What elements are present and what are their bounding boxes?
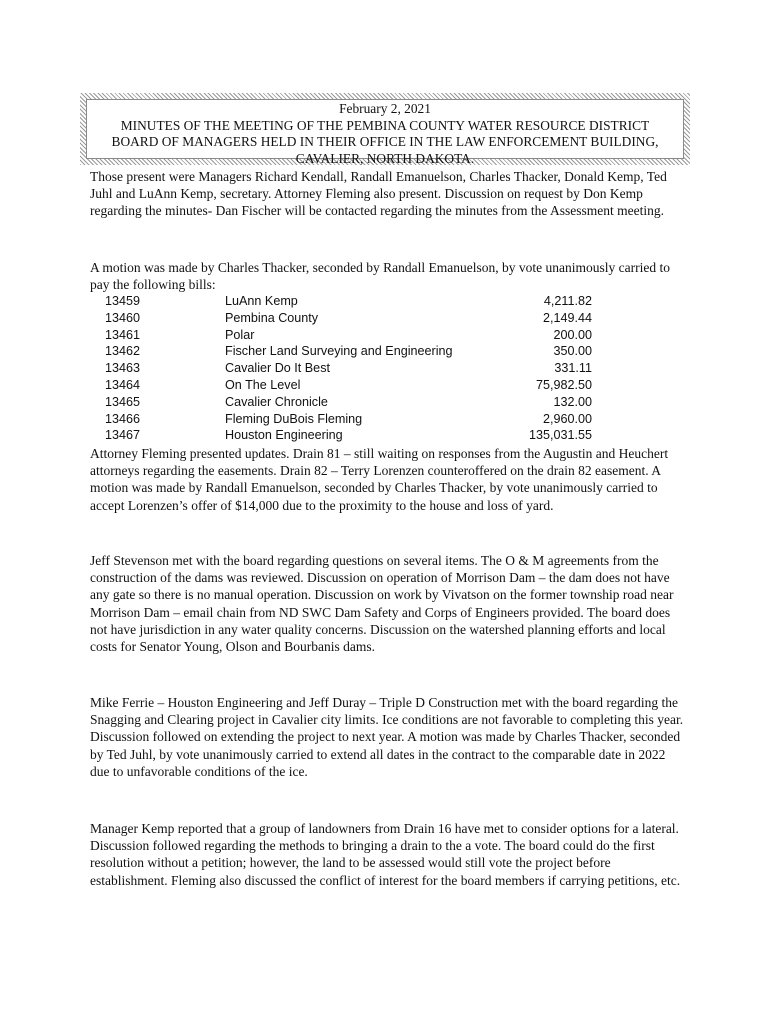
meeting-date: February 2, 2021	[339, 101, 431, 116]
ferrie-section	[90, 694, 684, 780]
bill-row	[90, 360, 610, 377]
bill-payee: Cavalier Do It Best	[225, 361, 330, 376]
bill-number: 13461	[105, 327, 141, 342]
stevenson-section	[90, 552, 684, 655]
attorney-updates-paragraph: Attorney Fleming presented updates. Drain 81 – still waiting on responses from the Augustin and Heuchert attorneys regarding the easements. Drain 82 – Terry Lorenzen counteroffered on the drain 82 easement. A motion was made by Randall Emanuelson, seconded by Charles Thacker, by vote unanimously carried to accept Lorenzen’s offer of $14,000 due to the proximity to the house and loss of yard.	[90, 446, 669, 513]
bills-table	[90, 293, 610, 444]
bill-payee: Pembina County	[225, 310, 319, 325]
bill-row	[90, 343, 610, 360]
ferrie-paragraph: Mike Ferrie – Houston Engineering and Jeff Duray – Triple D Construction met with the board regarding the Snagging and Clearing project in Cavalier city limits. Ice conditions are not favorable to completing this year. Discussion followed on extending the project to next year. A motion was made by Charles Thacker, seconded by Ted Juhl, by vote unanimously carried to extend all dates in the contract to the comparable date in 2022 due to unfavorable conditions of the ice.	[90, 695, 684, 779]
bill-row	[90, 377, 610, 394]
bills-motion-paragraph: A motion was made by Charles Thacker, seconded by Randall Emanuelson, by vote unanimously carried to pay the following bills:	[90, 260, 670, 293]
bill-amount: 75,982.50	[535, 377, 592, 392]
bill-row	[90, 293, 610, 310]
bill-payee: LuAnn Kemp	[225, 294, 298, 308]
bill-row	[90, 394, 610, 411]
bill-number: 13459	[105, 294, 141, 308]
title-line-3: CAVALIER, NORTH DAKOTA.	[295, 150, 475, 166]
attendance-paragraph: Those present were Managers Richard Kendall, Randall Emanuelson, Charles Thacker, Donald Kemp, Ted Juhl and LuAnn Kemp, secretary. Attorney Fleming also present. Discussion on request by Don Kemp regarding the minutes- Dan Fischer will be contacted regarding the minutes from the Assessment meeting.	[90, 169, 667, 219]
bill-payee: Polar	[225, 327, 255, 342]
bill-number: 13467	[105, 428, 141, 443]
bill-row	[90, 327, 610, 344]
bill-number: 13460	[105, 310, 141, 325]
bill-amount: 135,031.55	[528, 428, 592, 443]
header-inner	[86, 99, 684, 166]
bill-amount: 350.00	[553, 344, 592, 359]
bill-amount: 2,149.44	[542, 310, 592, 325]
bill-amount: 4,211.82	[543, 294, 592, 308]
bill-number: 13466	[105, 411, 141, 426]
drain16-section	[90, 820, 684, 889]
bill-row	[90, 411, 610, 428]
bill-payee: Cavalier Chronicle	[225, 394, 328, 409]
bill-number: 13465	[105, 394, 141, 409]
bill-number: 13463	[105, 361, 141, 376]
bill-row	[90, 427, 610, 444]
bill-payee: Fischer Land Surveying and Engineering	[225, 344, 453, 359]
header-box	[80, 93, 690, 165]
attorney-updates-section	[90, 445, 684, 514]
bill-payee: Houston Engineering	[225, 428, 343, 443]
bill-amount: 132.00	[553, 394, 592, 409]
bill-amount: 331.11	[554, 361, 592, 376]
title-line-2: BOARD OF MANAGERS HELD IN THEIR OFFICE IN THE LAW ENFORCEMENT BUILDING,	[111, 134, 659, 150]
bill-number: 13464	[105, 377, 141, 392]
stevenson-paragraph: Jeff Stevenson met with the board regarding questions on several items. The O & M agreements from the construction of the dams was reviewed. Discussion on operation of Morrison Dam – the dam does not have any gate so there is no manual operation. Discussion on work by Vivatson on the former township road near Morrison Dam – email chain from ND SWC Dam Safety and Corps of Engineers provided. The board does not have jurisdiction in any water quality concerns. Discussion on the watershed planning efforts and local costs for Senator Young, Olson and Bourbanis dams.	[90, 553, 674, 655]
bill-payee: Fleming DuBois Fleming	[225, 411, 363, 426]
drain16-paragraph: Manager Kemp reported that a group of landowners from Drain 16 have met to consider options for a lateral. Discussion followed regarding the methods to bringing a drain to the a vote. The board could do the first resolution without a petition; however, the land to be assessed would still vote the project before establishment. Fleming also discussed the conflict of interest for the board members if carrying petitions, etc.	[90, 821, 681, 888]
bill-amount: 2,960.00	[542, 411, 592, 426]
title-line-1: MINUTES OF THE MEETING OF THE PEMBINA COUNTY WATER RESOURCE DISTRICT	[120, 117, 650, 133]
bills-motion-section	[90, 259, 684, 293]
bill-amount: 200.00	[553, 327, 592, 342]
bill-payee: On The Level	[225, 377, 301, 392]
attendance-section	[90, 168, 684, 220]
bill-number: 13462	[105, 344, 141, 359]
bill-row	[90, 310, 610, 327]
